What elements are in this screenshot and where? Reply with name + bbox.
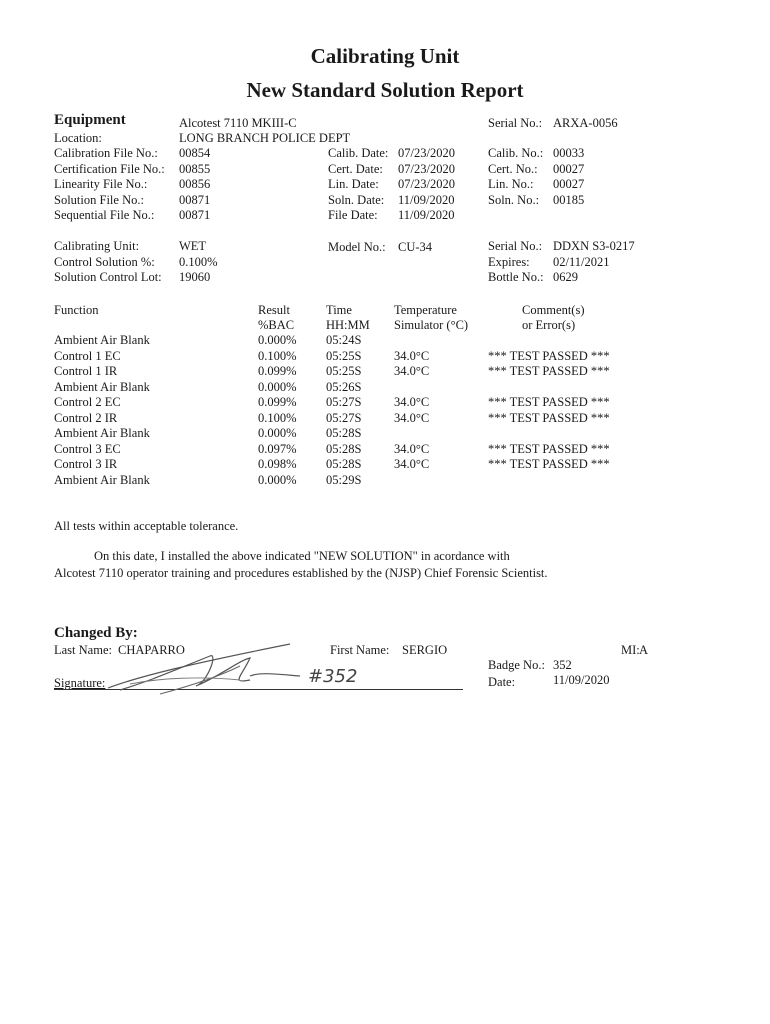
- report-title-line1: Calibrating Unit: [310, 44, 460, 68]
- table-cell-time: 05:27S: [326, 395, 362, 409]
- handwritten-signature: [100, 636, 310, 696]
- unit-label: Control Solution %:: [54, 254, 155, 269]
- unit-right-value: 0629: [553, 270, 578, 284]
- file-label: Linearity File No.:: [54, 177, 148, 191]
- table-cell-result: 0.100%: [258, 410, 297, 425]
- number-label: Soln. No.:: [488, 192, 540, 207]
- file-label: Sequential File No.:: [54, 208, 155, 222]
- location-label: Location:: [54, 131, 102, 145]
- unit-label: Solution Control Lot:: [54, 270, 162, 284]
- result-column: [258, 333, 297, 488]
- first-name-value: SERGIO: [402, 643, 448, 657]
- table-cell-function: Control 2 IR: [54, 410, 118, 425]
- table-cell-result: 0.000%: [258, 472, 297, 487]
- date-labels-column: [328, 146, 388, 224]
- model-value: CU-34: [398, 240, 433, 254]
- table-cell-temperature: 34.0°C: [394, 395, 430, 409]
- number-label: Lin. No.:: [488, 177, 534, 191]
- temperature-column: [394, 333, 429, 488]
- last-name-label: Last Name:: [54, 643, 112, 657]
- changed-by-heading: Changed By:: [54, 625, 138, 641]
- table-cell-comment: [488, 473, 610, 489]
- comment-column: [488, 333, 610, 488]
- table-cell-result: 0.098%: [258, 457, 297, 471]
- header-time: Time: [326, 303, 352, 317]
- table-cell-comment: *** TEST PASSED ***: [488, 457, 610, 471]
- header-result: Result: [258, 303, 290, 317]
- model-label: Model No.:: [328, 240, 386, 254]
- mi-label: MI:: [621, 643, 640, 657]
- table-cell-time: 05:26S: [326, 379, 362, 394]
- date-value: 11/09/2020: [398, 192, 455, 207]
- table-cell-function: Control 3 IR: [54, 457, 118, 471]
- table-cell-comment: *** TEST PASSED ***: [488, 348, 610, 363]
- table-cell-comment: [488, 426, 610, 442]
- badge-value: 352: [553, 658, 572, 672]
- unit-labels-column: [54, 239, 162, 286]
- table-cell-time: 05:29S: [326, 472, 362, 487]
- table-cell-time: 05:27S: [326, 410, 362, 425]
- file-value: 00855: [179, 161, 211, 176]
- table-cell-comment: *** TEST PASSED ***: [488, 364, 610, 378]
- last-name-value: CHAPARRO: [118, 643, 185, 657]
- signature-label: Signature:: [54, 676, 106, 690]
- table-cell-time: 05:28S: [326, 441, 362, 456]
- table-cell-comment: [488, 333, 610, 349]
- file-value: 00871: [179, 208, 211, 222]
- file-labels-column: [54, 146, 165, 224]
- table-cell-result: 0.000%: [258, 333, 297, 347]
- date-label: Calib. Date:: [328, 146, 389, 160]
- header-result-unit: %BAC: [258, 318, 295, 332]
- number-value: 00185: [553, 192, 585, 207]
- table-cell-temperature: 34.0°C: [394, 348, 430, 363]
- table-cell-function: Control 1 EC: [54, 348, 121, 363]
- table-cell-temperature: 34.0°C: [394, 364, 430, 378]
- table-cell-function: Control 1 IR: [54, 364, 118, 378]
- table-cell-result: 0.099%: [258, 364, 297, 378]
- date-label: Cert. Date:: [328, 161, 383, 176]
- table-cell-function: Control 3 EC: [54, 441, 121, 456]
- number-value: 00027: [553, 177, 585, 191]
- unit-label: Calibrating Unit:: [54, 239, 140, 253]
- unit-value: 19060: [179, 270, 211, 284]
- instrument-name: Alcotest 7110 MKIII-C: [179, 116, 297, 130]
- serial-value: ARXA-0056: [553, 116, 618, 130]
- statement-line2: Alcotest 7110 operator training and procedures established by the (NJSP) Chief Forensic Scientist.: [54, 566, 548, 580]
- date-value: 11/09/2020: [553, 673, 610, 687]
- file-label: Certification File No.:: [54, 161, 165, 176]
- table-cell-result: 0.000%: [258, 379, 297, 394]
- table-cell-function: Ambient Air Blank: [54, 333, 150, 347]
- unit-right-label: Bottle No.:: [488, 270, 544, 284]
- table-cell-result: 0.097%: [258, 441, 297, 456]
- equipment-heading: Equipment: [54, 112, 126, 128]
- table-cell-time: 05:28S: [326, 426, 362, 440]
- number-value: 00027: [553, 161, 585, 176]
- table-cell-temperature: 34.0°C: [394, 441, 430, 456]
- date-value: 07/23/2020: [398, 146, 455, 160]
- badge-label: Badge No.:: [488, 658, 545, 672]
- unit-right-label: Serial No.:: [488, 239, 543, 253]
- number-value: 00033: [553, 146, 585, 160]
- handwritten-badge: #352: [308, 666, 358, 687]
- table-cell-function: Control 2 EC: [54, 395, 121, 409]
- unit-values-column: [179, 239, 218, 286]
- file-label: Solution File No.:: [54, 192, 144, 207]
- function-column: [54, 333, 150, 488]
- table-cell-temperature: [394, 473, 429, 489]
- date-values-column: [398, 146, 455, 224]
- table-cell-function: Ambient Air Blank: [54, 379, 150, 394]
- table-cell-result: 0.099%: [258, 395, 297, 409]
- table-cell-time: 05:28S: [326, 457, 362, 471]
- date-label: Soln. Date:: [328, 192, 385, 207]
- unit-right-value: DDXN S3-0217: [553, 239, 635, 253]
- report-title-line2: New Standard Solution Report: [246, 78, 524, 102]
- file-value: 00856: [179, 177, 211, 191]
- number-label: Cert. No.:: [488, 161, 538, 176]
- file-label: Calibration File No.:: [54, 146, 158, 160]
- table-cell-function: Ambient Air Blank: [54, 472, 150, 487]
- table-cell-time: 05:25S: [326, 364, 362, 378]
- number-labels-column: [488, 146, 543, 208]
- file-value: 00854: [179, 146, 211, 160]
- date-value: 11/09/2020: [398, 208, 455, 222]
- date-label: Lin. Date:: [328, 177, 379, 191]
- table-cell-comment: *** TEST PASSED ***: [488, 410, 610, 425]
- header-errors: or Error(s): [522, 318, 576, 332]
- tolerance-note: All tests within acceptable tolerance.: [54, 519, 239, 533]
- statement-line1: On this date, I installed the above indicated "NEW SOLUTION" in acordance with: [94, 549, 510, 563]
- table-cell-temperature: [394, 333, 429, 349]
- first-name-label: First Name:: [330, 643, 390, 657]
- mi-value: A: [639, 643, 649, 657]
- unit-right-value: 02/11/2021: [553, 254, 610, 269]
- location-value: LONG BRANCH POLICE DEPT: [179, 131, 351, 145]
- header-simulator: Simulator (°C): [394, 318, 469, 332]
- unit-value: 0.100%: [179, 254, 218, 269]
- number-values-column: [553, 146, 584, 208]
- number-label: Calib. No.:: [488, 146, 544, 160]
- header-temperature: Temperature: [394, 303, 457, 317]
- unit-right-values-column: [553, 239, 635, 286]
- date-value: 07/23/2020: [398, 161, 455, 176]
- table-cell-time: 05:25S: [326, 348, 362, 363]
- table-cell-temperature: 34.0°C: [394, 457, 430, 471]
- table-cell-comment: [488, 380, 610, 396]
- unit-value: WET: [179, 239, 207, 253]
- date-label: Date:: [488, 675, 516, 689]
- header-function: Function: [54, 303, 99, 317]
- unit-right-labels-column: [488, 239, 544, 286]
- file-values-column: [179, 146, 210, 224]
- table-cell-time: 05:24S: [326, 333, 362, 347]
- date-value: 07/23/2020: [398, 177, 455, 191]
- table-cell-result: 0.000%: [258, 426, 297, 440]
- table-cell-result: 0.100%: [258, 348, 297, 363]
- header-comments: Comment(s): [522, 303, 585, 317]
- unit-right-label: Expires:: [488, 254, 530, 269]
- header-time-format: HH:MM: [326, 318, 370, 332]
- serial-label: Serial No.:: [488, 116, 543, 130]
- file-value: 00871: [179, 192, 211, 207]
- table-cell-temperature: [394, 380, 429, 396]
- table-cell-temperature: [394, 426, 429, 442]
- date-label: File Date:: [328, 208, 378, 222]
- time-column: [326, 333, 361, 488]
- table-cell-temperature: 34.0°C: [394, 410, 430, 425]
- table-cell-comment: *** TEST PASSED ***: [488, 395, 610, 409]
- table-cell-function: Ambient Air Blank: [54, 426, 150, 440]
- table-cell-comment: *** TEST PASSED ***: [488, 441, 610, 456]
